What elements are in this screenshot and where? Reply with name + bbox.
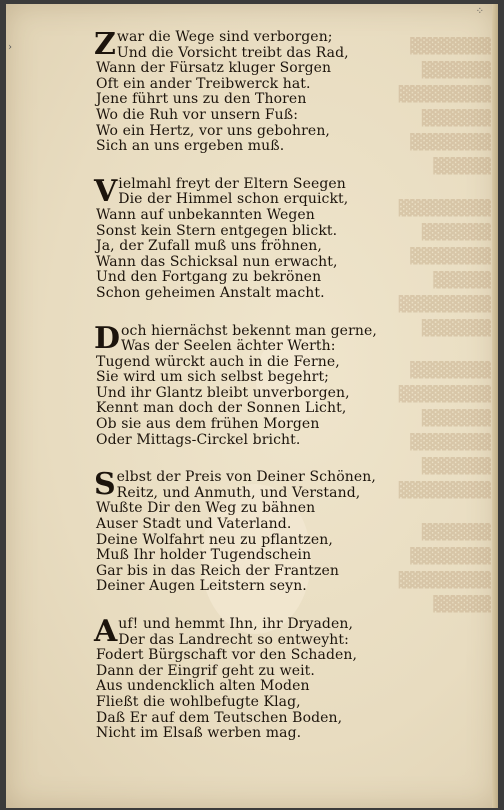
margin-mark: ›: [8, 42, 12, 53]
verse-line: elbst der Preis von Deiner Schönen,: [116, 469, 376, 486]
stanza-3: [94, 320, 377, 449]
verse-line: Und den Fortgang zu bekrönen: [96, 269, 322, 286]
verse-line: Aus undencklich alten Moden: [96, 678, 310, 695]
verse-line: Was der Seelen ächter Werth:: [121, 338, 336, 355]
initial-letter: V: [94, 173, 118, 209]
verse-line: Die der Himmel schon erquickt,: [118, 191, 349, 208]
verse-line: Sonst kein Stern entgegen blickt.: [96, 222, 338, 239]
verse-line: Kennt man doch der Sonnen Licht,: [96, 400, 347, 417]
verse-line: Fodert Bürgschaft vor den Schaden,: [96, 647, 358, 664]
verse-line: Nicht im Elsaß werben mag.: [96, 725, 302, 742]
verse-line: Deine Wolfahrt neu zu pflantzen,: [96, 531, 333, 548]
stanza-2: [94, 173, 366, 302]
verse-line: Oder Mittags-Circkel bricht.: [96, 431, 301, 448]
initial-letter: S: [94, 467, 116, 503]
margin-mark: ⁘: [475, 6, 484, 17]
verse-line: Dann der Eingrif geht zu weit.: [96, 662, 315, 679]
verse-line: ielmahl freyt der Eltern Seegen: [118, 175, 346, 192]
verse-line: Sie wird um sich selbst begehrt;: [96, 369, 329, 386]
verse-line: Wo die Ruh vor unsern Fuß:: [96, 106, 299, 123]
bleed-through-text: ▓▓▓▓▓▓▓ ▓▓▓▓▓▓ ▓▓▓▓▓▓▓▓ ▓▓▓▓▓▓ ▓▓▓▓▓▓▓ ▓▓▓▓▓ ▓▓▓▓▓▓▓▓ ▓▓▓▓▓▓ ▓▓▓▓▓▓▓ ▓▓▓▓▓ ▓▓▓▓▓▓▓▓ ▓▓▓▓▓▓ ▓▓▓▓▓▓▓ ▓▓▓▓▓▓▓▓ ▓▓▓▓▓▓ ▓▓▓▓▓▓▓ ▓▓▓▓▓▓ ▓▓▓▓▓▓▓▓ ▓▓▓▓▓▓ ▓▓▓▓▓▓▓ ▓▓▓▓▓▓▓▓ ▓▓▓▓▓: [398, 37, 491, 613]
poem: [94, 27, 377, 764]
verse-line: Jene führt uns zu den Thoren: [96, 91, 307, 108]
stanza-5: [94, 614, 366, 742]
verse-line: Ja, der Zufall muß uns fröhnen,: [96, 238, 322, 255]
book-page: [6, 4, 498, 808]
verse-line: uf! und hemmt Ihn, ihr Dryaden,: [118, 616, 354, 632]
verse-line: Daß Er auf dem Teutschen Boden,: [96, 709, 343, 726]
verse-line: Wußte Dir den Weg zu bähnen: [96, 500, 316, 517]
verse-line: Und die Vorsicht treibt das Rad,: [116, 44, 349, 61]
verse-line: Und ihr Glantz bleibt unverborgen,: [96, 384, 350, 401]
verse-line: Gar bis in das Reich der Frantzen: [96, 562, 340, 579]
verse-line: Wo ein Hertz, vor uns gebohren,: [96, 122, 330, 139]
verse-line: Sich an uns ergeben muß.: [96, 138, 285, 155]
stanza-1: [94, 27, 366, 155]
verse-line: Tugend würckt auch in die Ferne,: [96, 353, 340, 370]
verse-line: war die Wege sind verborgen;: [116, 29, 333, 45]
verse-line: och hiernächst bekennt man gerne,: [121, 322, 377, 339]
verse-line: Muß Ihr holder Tugendschein: [96, 547, 312, 564]
verse-line: Oft ein ander Treibwerck hat.: [96, 75, 311, 92]
verse-line: Schon geheimen Anstalt macht.: [96, 284, 325, 301]
verse-line: Wann auf unbekannten Wegen: [96, 206, 315, 223]
page-edge: [492, 4, 498, 808]
verse-line: Wann der Fürsatz kluger Sorgen: [96, 60, 332, 77]
verse-line: Reitz, und Anmuth, und Verstand,: [116, 484, 361, 501]
initial-letter: Z: [94, 27, 116, 62]
initial-letter: A: [94, 614, 118, 649]
verse-line: Wann das Schicksal nun erwacht,: [96, 253, 338, 270]
verse-line: Deiner Augen Leitstern seyn.: [96, 578, 307, 595]
stanza-4: [94, 467, 376, 595]
verse-line: Auser Stadt und Vaterland.: [96, 516, 292, 533]
verse-line: Ob sie aus dem frühen Morgen: [96, 416, 320, 433]
initial-letter: D: [94, 320, 121, 356]
verse-line: Fließt die wohlbefugte Klag,: [96, 693, 301, 710]
verse-line: Der das Landrecht so entweyht:: [118, 631, 349, 648]
